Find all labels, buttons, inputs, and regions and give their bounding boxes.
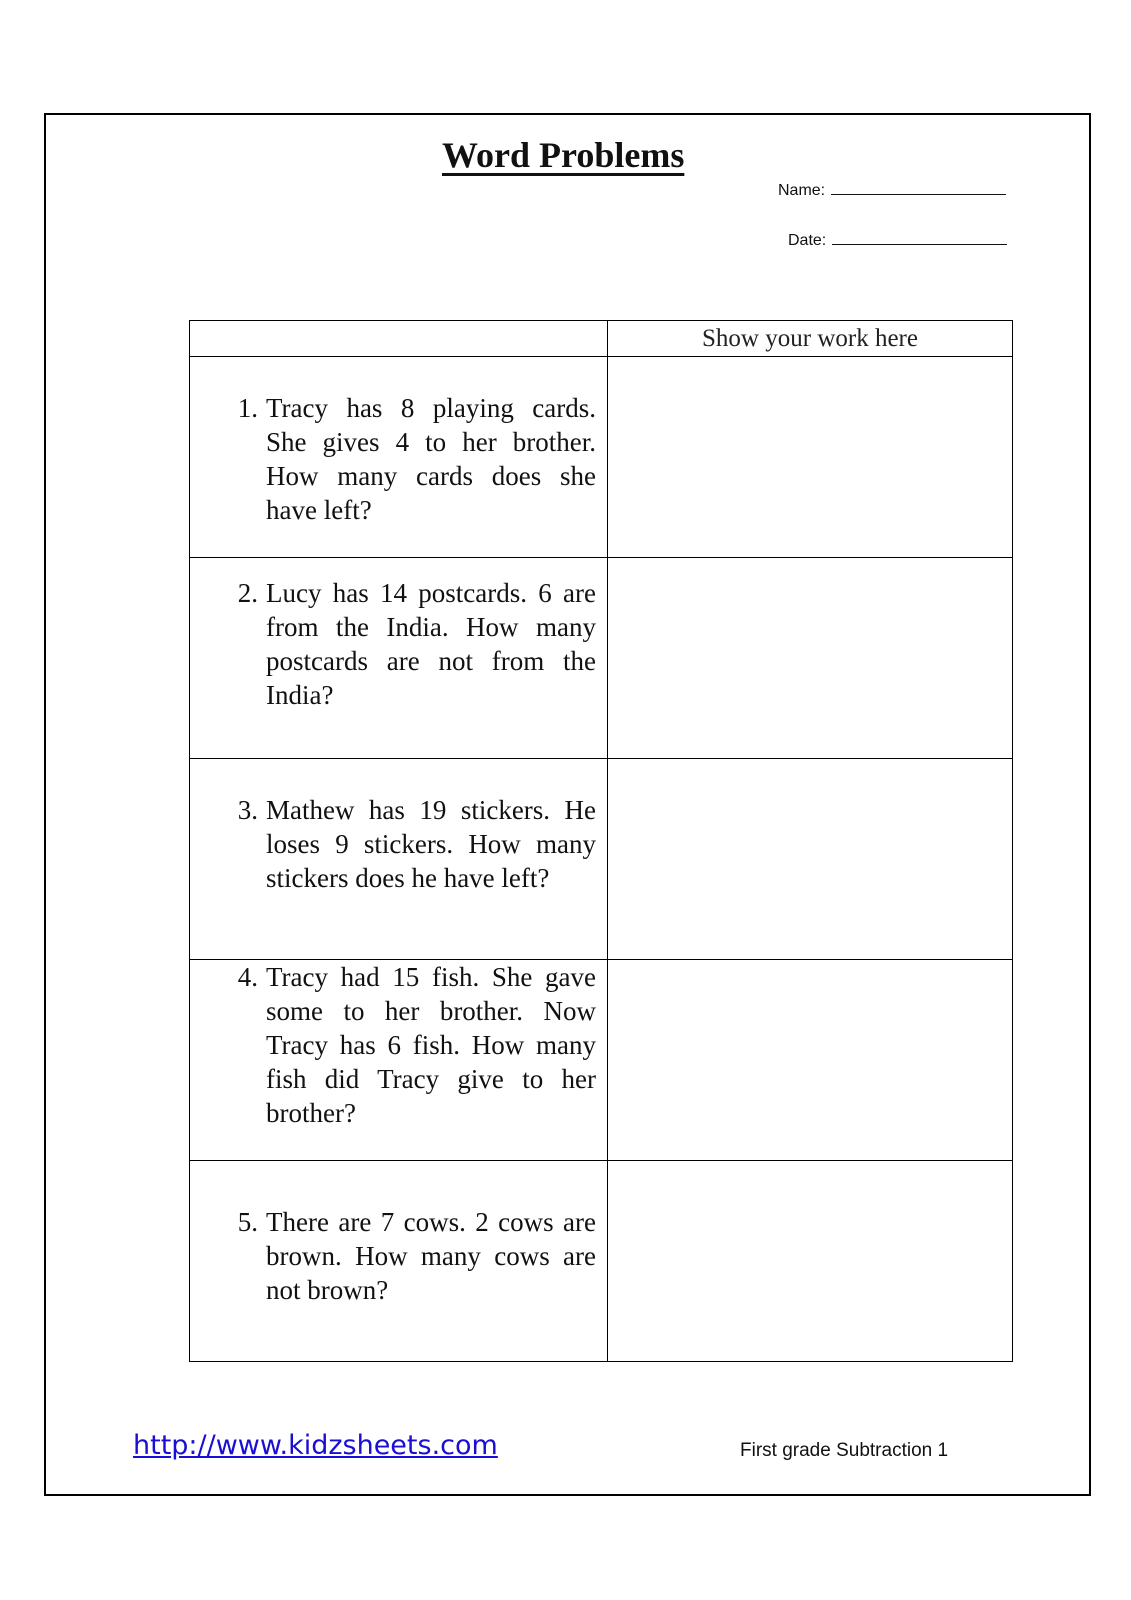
problem-text: Tracy had 15 fish. She gave some to her brother. Now Tracy has 6 fish. How many fish did Tracy give to her brother? xyxy=(266,962,596,1128)
name-field xyxy=(778,180,1006,200)
table-row xyxy=(190,759,1013,960)
work-cell[interactable] xyxy=(608,357,1013,558)
problem-text: Mathew has 19 stickers. He loses 9 stickers. How many stickers does he have left? xyxy=(266,795,596,893)
table-row xyxy=(190,558,1013,759)
worksheet-label: First grade Subtraction 1 xyxy=(740,1440,949,1461)
problem-column-header xyxy=(190,321,608,357)
work-cell[interactable] xyxy=(608,960,1013,1161)
worksheet-title: Word Problems xyxy=(442,135,685,175)
table-row xyxy=(190,357,1013,558)
name-blank-line xyxy=(831,180,1006,195)
problem-cell xyxy=(190,1161,608,1362)
problem-number: 3. xyxy=(237,795,258,825)
date-blank-line xyxy=(832,230,1007,245)
problem-text: Lucy has 14 postcards. 6 are from the India. How many postcards are not from the India? xyxy=(266,578,596,710)
problem-text: Tracy has 8 playing cards. She gives 4 to her brother. How many cards does she have left? xyxy=(266,393,596,525)
website-link[interactable]: http://www.kidzsheets.com xyxy=(133,1430,498,1461)
problem-cell xyxy=(190,357,608,558)
table-row xyxy=(190,960,1013,1161)
work-cell[interactable] xyxy=(608,1161,1013,1362)
problem-cell xyxy=(190,558,608,759)
problem-number: 5. xyxy=(237,1207,258,1237)
problems-table xyxy=(189,320,1013,1362)
date-field xyxy=(788,230,1007,250)
problem-text: There are 7 cows. 2 cows are brown. How many cows are not brown? xyxy=(266,1207,596,1305)
work-column-header: Show your work here xyxy=(608,321,1013,357)
work-cell[interactable] xyxy=(608,759,1013,960)
problem-number: 1. xyxy=(237,393,258,423)
problem-cell xyxy=(190,759,608,960)
problem-number: 4. xyxy=(237,962,258,992)
problem-number: 2. xyxy=(237,578,258,608)
date-label: Date: xyxy=(788,232,827,249)
work-cell[interactable] xyxy=(608,558,1013,759)
problem-cell xyxy=(190,960,608,1161)
name-label: Name: xyxy=(778,182,826,199)
table-header-row xyxy=(190,321,1013,357)
table-row xyxy=(190,1161,1013,1362)
